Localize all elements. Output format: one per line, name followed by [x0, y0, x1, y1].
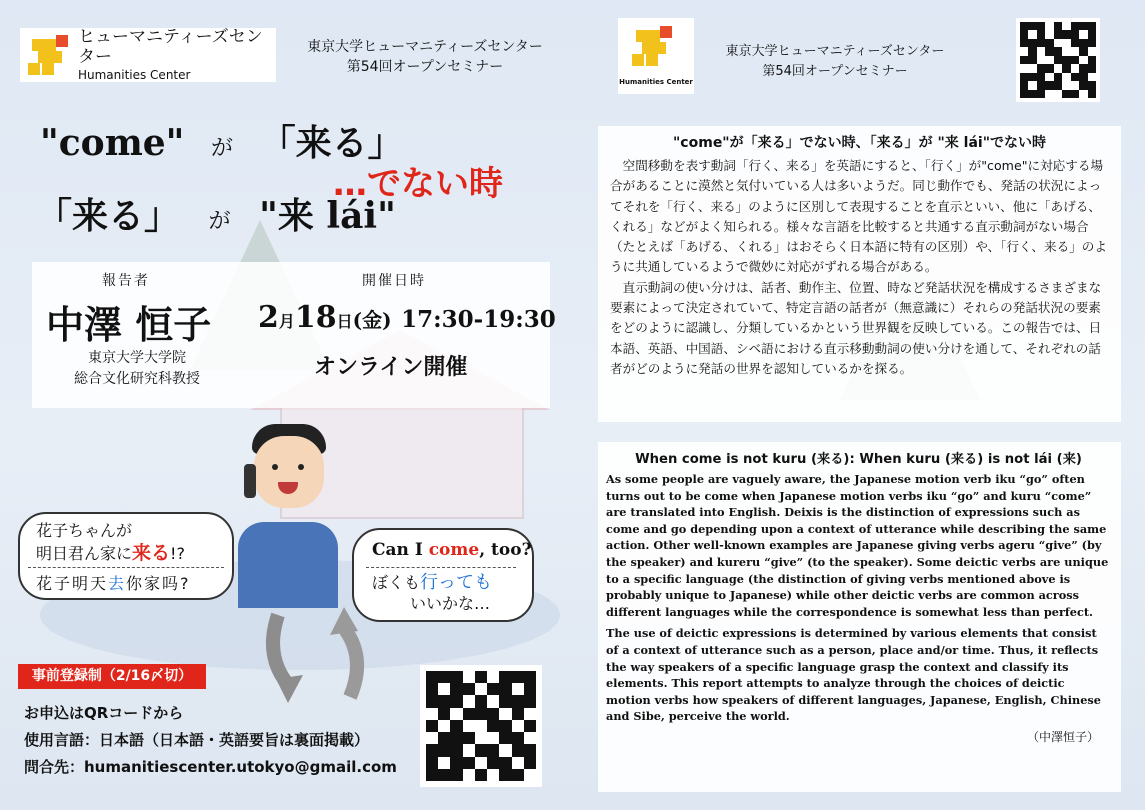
bottom-info: [24, 700, 397, 781]
logo-en-text: Humanities Center: [77, 68, 191, 82]
qr-code-top[interactable]: [1016, 18, 1100, 102]
speech-bubble-left: [18, 512, 234, 600]
bubble-left-line-2: 明日君ん家に来る!?: [36, 542, 185, 564]
cycle-arrows-icon: [258, 605, 378, 705]
qr-code-bottom[interactable]: [420, 665, 542, 787]
bubble-left-japanese: [36, 520, 185, 565]
japanese-abstract-panel: [598, 126, 1121, 422]
contact-email[interactable]: 問合先：humanitiescenter.utokyo@gmail.com: [24, 758, 397, 776]
seminar-number-right: 第54回オープンセミナー: [762, 64, 908, 79]
author-signature: （中澤恒子）: [1026, 729, 1099, 744]
bubble-right-come: come: [428, 540, 480, 560]
title-come: "come": [40, 122, 185, 164]
title-not-when: …でない時: [333, 164, 503, 204]
speech-bubble-right: [352, 528, 534, 622]
event-time: 17:30-19:30: [401, 306, 556, 333]
english-abstract-panel: [598, 442, 1121, 792]
bubble-left-qu: 去: [108, 574, 127, 593]
logo-jp-text: ヒューマニティーズセンター: [77, 27, 263, 67]
title-lai: "来 lái": [259, 195, 396, 237]
date-month-unit: 月: [278, 312, 295, 331]
affiliation-line-2: 総合文化研究科教授: [74, 371, 200, 387]
humanities-center-logo: [20, 28, 276, 82]
date-day: 18: [294, 300, 337, 335]
english-abstract-paragraph-2: The use of deictic expressions is determined by various elements that consist of a context of utterance such as a person, place and/or time. Thus, it reflects the way speakers of a specific language grasp the context and classify its elements. This report attempts to analyze through the choices of deictic motion verbs how speakers of different languages, Japanese, English, Chinese and Sibe, perceive the world.: [606, 626, 1101, 724]
seminar-number: 第54回オープンセミナー: [346, 59, 504, 75]
english-abstract-heading: When come is not kuru (来る): When kuru (来る) is not lái (来): [635, 452, 1082, 467]
title-ga-2: が: [208, 209, 231, 234]
bubble-right-english: Can I come, too?: [372, 540, 532, 560]
affiliation-line-1: 東京大学大学院: [88, 350, 186, 366]
title-kuru-2: 「来る」: [36, 196, 181, 237]
date-month: 2: [258, 300, 279, 335]
event-info-panel: [32, 262, 556, 408]
japanese-abstract-heading: "come"が「来る」でない時、「来る」が "来 lái"でない時: [673, 135, 1046, 151]
org-name-right: 東京大学ヒューマニティーズセンター: [725, 44, 945, 59]
date-label: 開催日時: [362, 273, 426, 289]
apply-instructions: お申込はQRコードから: [24, 704, 184, 722]
logo-en-text-right: Humanities Center: [619, 78, 693, 86]
title-kuru-1: 「来る」: [259, 123, 404, 164]
org-heading: [290, 37, 560, 77]
org-heading-right: [700, 42, 970, 82]
japanese-abstract-paragraph-2: 直示動詞の使い分けは、話者、動作主、位置、時など発話状況を構成するさまざまな要素によって決定されていて、特定言語の話者が（無意識に）それらの発話状況の要素をどのように認識し、分類しているかという世界観を反映している。この報告では、日本語、英語、中国語、シベ語における直示移動動詞の使い分けを通して、それぞれの話者がどのように発話の世界を認知しているかを探る。: [610, 279, 1102, 376]
date-weekday: (金): [352, 308, 392, 332]
bubble-left-line-1: 花子ちゃんが: [36, 521, 133, 540]
english-abstract-paragraph-1: As some people are vaguely aware, the Japanese motion verb iku “go” often turns out to be come when Japanese motion verbs iku “go” and kuru “come” are translated into English. Deixis is the distinction of expressions such as come and go depending upon a context of utterance while describing the same action. Other well-known examples are Japanese giving verbs ageru “give” (by the speaker) and kureru “give” (to the speaker). Some deictic verbs are unique to a specific language (the distinction of giving verbs mentioned above is probably unique to Japanese) while other deictic verbs are common across different languages while the correspondence is somewhat less than perfect.: [606, 472, 1109, 619]
humanities-center-logo-right: [618, 18, 694, 94]
presenter-affiliation: [62, 348, 212, 390]
presenter-name: 中澤 恒子: [46, 302, 212, 347]
event-date: [258, 300, 556, 335]
phone-person-illustration: [238, 418, 338, 608]
presenter-label: 報告者: [102, 273, 150, 289]
bubble-right-japanese: ぼくも行っても いいかな…: [372, 572, 493, 613]
bubble-right-itte: 行っても: [420, 572, 493, 593]
japanese-abstract-paragraph-1: 空間移動を表す動詞「行く、来る」を英語にすると、「行く」が"come"に対応する場合があることに漠然と気付いている人は多いようだ。同じ動作でも、発話の状況によってそれを「行く、来る」のように区別して表現することを直示といい、他に「あげる、くれる」などがよく知られる。様々な言語を比較すると共通する直示動詞がない場合（たとえば「あげる、くれる」はおそらく日本語に特有の区別）や、「行く、来る」のように共通しているようで微妙に対応がずれる場合がある。: [610, 158, 1107, 275]
bubble-left-chinese: 花子明天去你家吗?: [36, 574, 191, 593]
logo-mark-icon: [28, 35, 68, 75]
title-line-2: [36, 188, 396, 239]
logo-mark-icon-right: [632, 26, 676, 66]
online-format: オンライン開催: [314, 354, 468, 380]
language-info: 使用言語：日本語（日本語・英語要旨は裏面掲載）: [24, 731, 370, 749]
title-ga-1: が: [211, 136, 234, 161]
org-name: 東京大学ヒューマニティーズセンター: [307, 39, 543, 55]
date-day-unit: 日: [336, 312, 353, 331]
bubble-left-kuru: 来る: [132, 542, 171, 564]
registration-badge: 事前登録制（2/16〆切）: [18, 664, 206, 689]
